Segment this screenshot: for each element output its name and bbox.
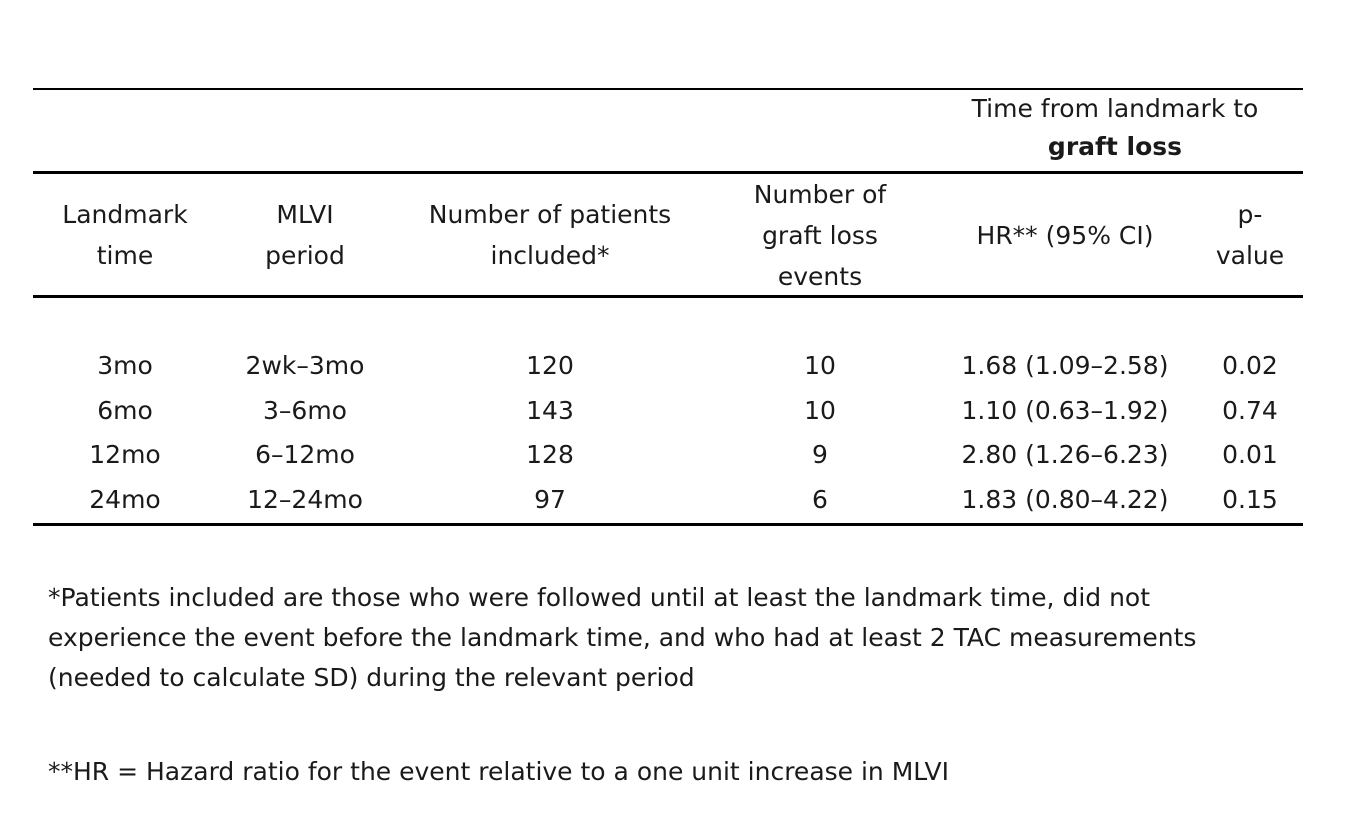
col-header-line: events: [777, 262, 863, 291]
cell-patients-included: 143: [526, 396, 574, 425]
cell-landmark-time: 12mo: [89, 440, 161, 469]
footnote-patients-included: [48, 578, 1288, 698]
col-header-line: period: [265, 241, 345, 270]
col-header-line: MLVI: [276, 200, 334, 229]
cell-landmark-time: 24mo: [89, 485, 161, 514]
table-row: [0, 388, 1362, 433]
cell-hr: 1.68 (1.09–2.58): [961, 351, 1169, 380]
col-header-mlvi-period: [215, 194, 395, 276]
cell-mlvi-period: 3–6mo: [263, 396, 347, 425]
cell-graft-loss-events: 9: [812, 440, 828, 469]
cell-graft-loss-events: 6: [812, 485, 828, 514]
cell-hr: 2.80 (1.26–6.23): [961, 440, 1169, 469]
cell-p-value: 0.15: [1222, 485, 1278, 514]
col-header-line: Number of patients: [428, 200, 672, 229]
cell-patients-included: 120: [526, 351, 574, 380]
footnote-line: *Patients included are those who were followed until at least the landmark time, did not: [48, 583, 1151, 612]
col-header-line: Landmark: [62, 200, 188, 229]
cell-landmark-time: 3mo: [97, 351, 153, 380]
col-header-patients-included: [395, 194, 705, 276]
col-header-line: Number of: [753, 180, 887, 209]
cell-graft-loss-events: 10: [804, 351, 836, 380]
column-header-rule: [33, 295, 1303, 298]
footnote-line: experience the event before the landmark time, and who had at least 2 TAC measurements: [48, 623, 1197, 652]
col-header-p-value: [1195, 194, 1305, 276]
cell-p-value: 0.01: [1222, 440, 1278, 469]
table-row: [0, 343, 1362, 388]
cell-landmark-time: 6mo: [97, 396, 153, 425]
footnote-hazard-ratio: **HR = Hazard ratio for the event relative to a one unit increase in MLVI: [48, 757, 949, 786]
cell-p-value: 0.02: [1222, 351, 1278, 380]
footnote-line: (needed to calculate SD) during the relevant period: [48, 663, 695, 692]
col-header-line: HR** (95% CI): [976, 221, 1154, 250]
cell-hr: 1.83 (0.80–4.22): [961, 485, 1169, 514]
cell-hr: 1.10 (0.63–1.92): [961, 396, 1169, 425]
col-header-line: time: [96, 241, 154, 270]
col-header-graft-loss-events: [720, 174, 920, 297]
col-header-landmark-time: [35, 194, 215, 276]
cell-mlvi-period: 6–12mo: [255, 440, 355, 469]
group-header: [930, 90, 1300, 166]
group-header-line1: Time from landmark to: [971, 94, 1259, 123]
cell-mlvi-period: 12–24mo: [247, 485, 363, 514]
table-bottom-rule: [33, 523, 1303, 526]
cell-patients-included: 97: [534, 485, 566, 514]
col-header-line: included*: [490, 241, 610, 270]
cell-graft-loss-events: 10: [804, 396, 836, 425]
col-header-hr: [940, 215, 1190, 256]
group-header-line2: graft loss: [1047, 132, 1183, 161]
cell-patients-included: 128: [526, 440, 574, 469]
col-header-line: graft loss: [762, 221, 878, 250]
table-row: [0, 477, 1362, 522]
cell-p-value: 0.74: [1222, 396, 1278, 425]
col-header-line: value: [1215, 241, 1285, 270]
group-header-rule: [33, 171, 1303, 174]
cell-mlvi-period: 2wk–3mo: [245, 351, 365, 380]
table-row: [0, 432, 1362, 477]
col-header-line: p-: [1237, 200, 1263, 229]
